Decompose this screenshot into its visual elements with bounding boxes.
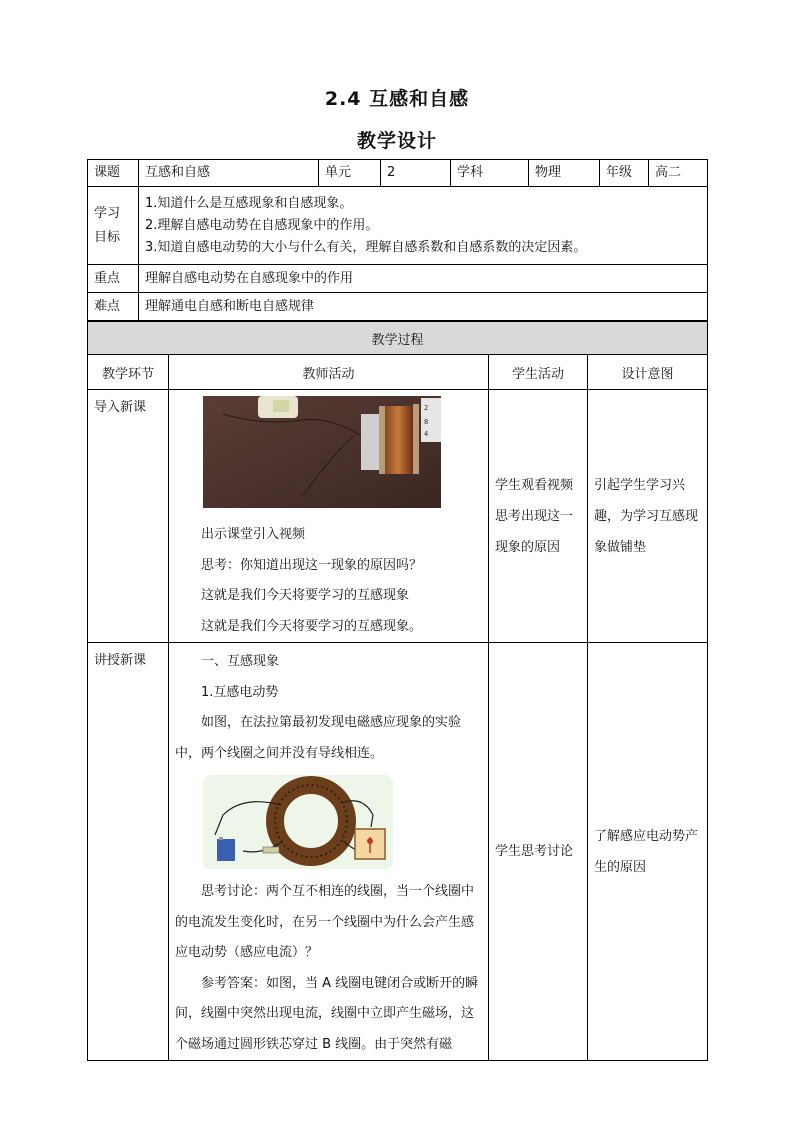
- intro-intent: 引起学生学习兴趣，为学习互感现象做铺垫: [588, 390, 708, 643]
- faraday-ring-diagram: [203, 775, 393, 869]
- key-label: 重点: [88, 265, 139, 293]
- header-stage: 教学环节: [88, 355, 169, 390]
- new-teacher-line: 思考讨论：两个互不相连的线圈，当一个线圈中的电流发生变化时，在另一个线圈中为什么会产生感应电动势（感应电流）？: [175, 884, 475, 960]
- unit-value: 2: [381, 160, 451, 187]
- document-title: 2.4 互感和自感: [324, 88, 470, 110]
- new-student: 学生思考讨论: [489, 643, 588, 1061]
- video-thumbnail-image: [203, 396, 441, 508]
- header-teacher: 教师活动: [169, 355, 489, 390]
- new-teacher-cell: [169, 643, 489, 1061]
- intro-stage: 导入新课: [88, 390, 169, 643]
- header-intent: 设计意图: [588, 355, 708, 390]
- objectives-cell: [139, 187, 708, 265]
- process-table: [87, 321, 708, 1061]
- objective-item: 3.知道自感电动势的大小与什么有关，理解自感系数和自感系数的决定因素。: [145, 239, 587, 255]
- difficulty-label: 难点: [88, 293, 139, 321]
- subject-label: 学科: [451, 160, 529, 187]
- new-intent: 了解感应电动势产生的原因: [588, 643, 708, 1061]
- intro-teacher-cell: [169, 390, 489, 643]
- svg-text:2: 2: [424, 404, 429, 412]
- new-stage: 讲授新课: [88, 643, 169, 1061]
- objective-item: 1.知道什么是互感现象和自感现象。: [145, 195, 353, 211]
- difficulty-value: 理解通电自感和断电自感规律: [139, 293, 708, 321]
- objective-item: 2.理解自感电动势在自感现象中的作用。: [145, 217, 379, 233]
- intro-teacher-line: 出示课堂引入视频: [201, 527, 306, 542]
- new-teacher-line: 一、互感现象: [201, 654, 280, 669]
- new-teacher-line: 如图，在法拉第最初发现电磁感应现象的实验中，两个线圈之间并没有导线相连。: [175, 715, 462, 761]
- svg-text:4: 4: [424, 430, 429, 438]
- document-subtitle: 教学设计: [356, 130, 437, 152]
- process-banner: 教学过程: [88, 322, 708, 355]
- key-value: 理解自感电动势在自感现象中的作用: [139, 265, 708, 293]
- intro-student: 学生观看视频思考出现这一现象的原因: [489, 390, 588, 643]
- header-student: 学生活动: [489, 355, 588, 390]
- unit-label: 单元: [319, 160, 381, 187]
- svg-text:8: 8: [424, 418, 429, 426]
- new-teacher-line: 参考答案：如图，当 A 线圈电键闭合或断开的瞬间，线圈中突然出现电流，线圈中立即产生磁场，这个磁场通过圆形铁芯穿过 B 线圈。由于突然有磁: [175, 975, 479, 1052]
- intro-teacher-line: 这就是我们今天将要学习的互感现象。: [201, 618, 423, 634]
- info-table: [87, 159, 708, 321]
- new-teacher-line: 1.互感电动势: [201, 684, 279, 700]
- intro-teacher-line: 思考：你知道出现这一现象的原因吗？: [201, 557, 423, 573]
- course-label: 课题: [88, 160, 139, 187]
- subject-value: 物理: [529, 160, 600, 187]
- course-value: 互感和自感: [139, 160, 319, 187]
- grade-value: 高二: [649, 160, 708, 187]
- objectives-label: 学习目标: [88, 187, 139, 265]
- grade-label: 年级: [600, 160, 649, 187]
- intro-teacher-line: 这就是我们今天将要学习的互感现象: [201, 588, 410, 603]
